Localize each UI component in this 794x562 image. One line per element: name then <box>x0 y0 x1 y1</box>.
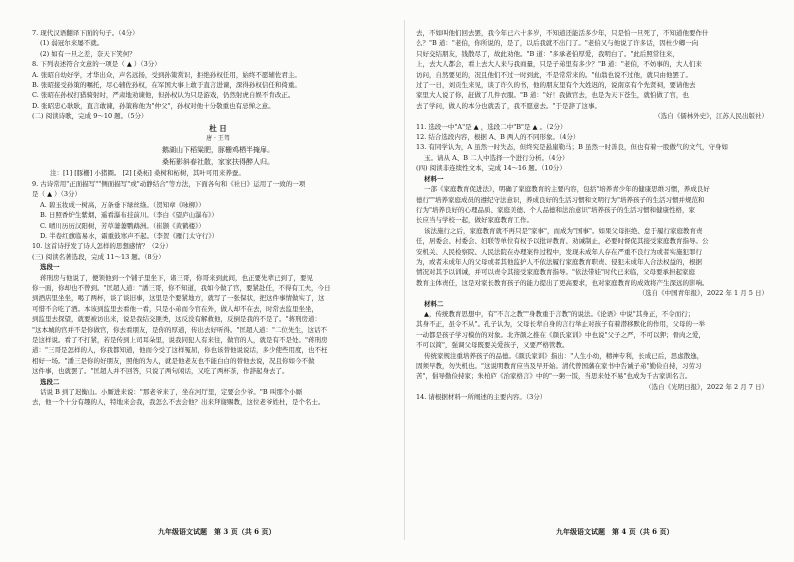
text-line: 相好一场。"潘三是你的好朋友，照他的为人，就是他老友也不能白白的替他去说，况且你如今不做 <box>32 356 315 365</box>
poem-title: 杜 日 <box>209 123 227 133</box>
text-line: (1) 弱冠尔来屡不就。 <box>40 39 104 48</box>
poem-line-1: 鹅湖山下稻粱肥，豚栅鸡栖半掩扉。 <box>162 146 274 155</box>
poem-block <box>32 124 404 179</box>
text-line: 你一面，你却也不曾到。"匡超人道："潘三哥，你不知道，我如今做了官，要紧赴任，不得有工夫，今日 <box>32 283 331 292</box>
text-line: 材料一 <box>424 174 444 183</box>
text-line: D. 半卷红旗临易水，霜重鼓寒声不起。（李贺《雁门太守行》） <box>40 231 219 240</box>
text-line: 该法施行之后，家庭教育就不再只是"家事"，而成为"国事"。如果父母拒绝、怠于履行家庭教育责 <box>424 226 703 235</box>
text-line: 9. 古诗常用"正面描写""侧面描写"或"动静结合"等方法，下面各句和《社日》运用了一致的一项 <box>32 179 306 188</box>
poem-note: 注：[1] [豚栅] 小猪圈。 [2] [桑柘] 桑树和柘树，其叶可用来养蚕。 <box>50 169 245 178</box>
text-line: 材料二 <box>424 299 444 308</box>
text-line: 一动都是孩子学习模仿的对象。北齐颜之推在《颜氏家训》中也说"父子之严，不可以狎；骨肉之爱， <box>416 330 705 339</box>
text-line: 访问，自然要见的，况且他们不过一时到此，不是常常来的。"仙翁也说不过他，就只由他罢了。 <box>416 70 692 79</box>
text-line: 过了一日，刘贡生来见，谈了许久的书，他的朋友里有个大姓迟的，说南京有个先贤祠，要请他去 <box>416 81 696 90</box>
text-line: 是（ ▲ ）（3分） <box>32 190 82 199</box>
text-line: 13. 有同学认为，A 虽然一时失态，但终究是悬崖勒马；B 虽然一时善良，但也有着一股傲气的文气，守身如 <box>416 143 729 152</box>
text-line: 12. 结合选段内容，根据 A、B 两人的不同形象。（4分） <box>416 133 580 142</box>
text-line: 长应当与学校一起，做好家庭教育工作。 <box>416 216 533 225</box>
left-questions-2 <box>32 179 404 408</box>
text-line: 德行""培养家庭成员的遵纪守法意识，养成良好的生活习惯和文明行为"培养孩子的生活习惯并规范和 <box>416 195 705 204</box>
text-line: D. 张昭忠心耿耿，直言敢谏，孙策称他为"仲父"，孙权对他十分敬重也有忌惮之意。 <box>32 101 275 110</box>
text-line: "这本城的官并不是你做官，你去看朋友，是你的厚道，传出去好听得。"匡超人道："二位先生，这话不 <box>32 325 327 334</box>
text-line: （选自《儒林外史》，江苏人民出版社） <box>654 112 768 121</box>
text-line: 玉。请从 A、B 二人中选择一个进行分析。（4分） <box>424 153 569 162</box>
right-questions <box>416 28 768 403</box>
text-line: 一部《家庭教育促进法》，明确了家庭教育的主要内容，包括"培养青少年的健康思维习惯，养成良好 <box>424 185 710 194</box>
text-line: 10. 这首诗抒发了诗人怎样的思想感情？（2分） <box>32 242 173 251</box>
text-line: B. 日照香炉生紫烟，遥看瀑布挂前川。（李白《望庐山瀑布》） <box>40 211 218 220</box>
text-line: A. 张昭自幼好学，才华出众，声名远扬，受到孙策赏识，拒绝孙权任用，始终不愿辅佐君主。 <box>32 70 301 79</box>
text-line: 么？"B 道："老伯，你所说的，是了，以后我就不出门了。"老伯又与他说了许多话，因杜少卿一向 <box>416 39 699 48</box>
text-line: 其身不正，虽令不从"。孔子认为，父母长辈自身的言行举止对孩子有着潜移默化的作用，父母的一举 <box>416 320 705 329</box>
text-line: 传统家规注重培养孩子的品德。《颜氏家训》指出："人生小幼，精神专利，长成已后，思虑散逸， <box>424 351 704 360</box>
text-line: 8. 下列表述符合文意的一项是（ ▲ ）（3分） <box>32 60 161 69</box>
text-line: 任，居委会、村委会、妇联等单位有权予以批评教育、劝诫制止，必要时督促其接受家庭教育指导。公 <box>416 237 709 246</box>
text-line: C. 晴川历历汉阳树，芳草萋萋鹦鹉洲。（崔颢《黄鹤楼》） <box>40 221 205 230</box>
text-line: 道："三哥是怎样的人，你我都知道，他而今受了这样冤屈，你也该替他说说话，多少使些用度，也不枉 <box>32 346 328 355</box>
page-divider <box>404 20 405 540</box>
text-line: 去了学问，做人的本分也就丢了，我不愿意去。"于是辞了这事。 <box>416 101 601 110</box>
text-line: (二) 阅读诗歌，完成 9～10 题。（5分） <box>32 112 148 121</box>
text-line: （选自《中国青年报》，2022 年 1 月 5 日） <box>638 289 768 298</box>
text-line: 到监里去探望，就要被访出来，说是我结交匪类，这反没有解救他，反倒是我的不是了。"蒋刑房道： <box>32 315 321 324</box>
text-line: 去，他一个十分有趣的人，特地来会我，我怎么不去会他？出来拜谢赐教，这位老爷姓杜，是个名士。 <box>32 398 325 407</box>
poem-line-2: 桑柘影斜春社散，家家扶得醉人归。 <box>162 158 274 167</box>
text-line: 不可以简"，强调父母既要关爱孩子，又要严格管教。 <box>416 341 569 350</box>
text-line: 这件事，也就罢了。"匡超人并不回答，只说了两句闲话，又吃了两杯茶，作辞起身去了。 <box>32 367 289 376</box>
text-line: (2) 如有一旦之差，奈天下笑何？ <box>40 49 136 58</box>
text-line: B. 张昭接受孙策的嘱托，尽心辅佐孙权，在军国大事上敢于直言进谏，深得孙权信任和倚重。 <box>32 81 301 90</box>
poem-author: 唐 · 王驾 <box>206 135 230 143</box>
text-line: 蒋刑房与他说了，便领他到一个铺子里坐下，诸三哥，你哥来到此间，也正要先辈已到了，要见 <box>40 273 313 282</box>
text-line: ▲，传统教育思想中，有"不言之教""身教重于言教"的说法。《论语》中说"其身正，不令而行； <box>424 309 695 318</box>
page-footer-right: 九年级语文试题 第 4 页（共 6 页） <box>556 527 674 536</box>
text-line: 14. 请根据材料一所阐述的主要内容。（3分） <box>416 393 547 402</box>
page-footer-left: 九年级语文试题 第 3 页（共 6 页） <box>158 527 276 536</box>
left-page <box>32 28 404 408</box>
text-line: 苦"，倡导勤俭持家；朱柏庐《治家格言》中的"一粥一饭，当思来处不易"也成为千古家训名言。 <box>416 372 692 381</box>
text-line: 安机关、人民检察院、人民法院在办理案件过程中，发现未成年人存在严重不良行为或者实施犯罪行 <box>416 247 702 256</box>
left-questions <box>32 28 404 122</box>
text-line: 去，不如叫他们回去罢，我今年已六十多岁，不知道还能活多少年，只是怕一旦死了，不知道他要作什 <box>416 29 709 37</box>
text-line: 上，去大人都会，看上去大人来与我商量，只是子弟里有多少？"B 道："老伯，不妨事的，大人们来 <box>416 60 702 69</box>
text-line: 话说 B 到了迟衡山。小厮进来说："那老爷来了，坐在河厅里，定要会少爷。"B 叫那个小厮 <box>40 388 303 396</box>
text-line: 固须早教，勿失机也。"这说明教育应当及早开始。清代曾国藩在家书中告诫子弟"勤俭自持，习劳习 <box>416 362 702 370</box>
text-line: 情况对其予以训诫，并可以责令其接受家庭教育指导。"依法带娃"时代已来临，父母要承担起家庭 <box>416 268 695 277</box>
text-line: 是这样说。看了不打紧，若是传到上司耳朵里，说我同犯人有来往，做官的人，就是有不是处。"蒋刑房 <box>32 335 328 344</box>
text-line: C. 张昭在孙权打猎骑射时，严肃地劝谏他，但孙权认为只是游戏，仍然射虎自娱不肯改正。 <box>32 91 295 100</box>
right-page <box>416 28 768 403</box>
text-line: 行为"培养良好的心理品质、家庭美德、个人品德和法治意识"培养孩子的生活习惯和健康性格，家 <box>416 205 695 214</box>
text-line: 为，或者未成年人的父母或者其他监护人不依法履行家庭教育职责、侵犯未成年人合法权益的，根据 <box>416 257 702 266</box>
text-line: 只好交结朋友，钱散尽了，故此劝他。"B 道："多承老伯厚爱，我明白了。"此后照常往来， <box>416 49 679 58</box>
text-line: A. 碧玉妆成一树高，万条垂下绿丝绦。（贺知章《咏柳》） <box>40 200 205 209</box>
text-line: 选段一 <box>40 263 60 272</box>
text-line: 教育主体责任，这是对家长教育孩子的能力提出了更高要求，也对家庭教育的成效将产生深远的影响。 <box>416 278 709 287</box>
text-line: 家里大人说了你，赶做了几件衣服。"B 道："好！我做官去，也是为天下苍生，就怕做了官，也 <box>416 91 689 100</box>
text-line: (四) 阅读非连续性文本，完成 14～16 题。（10分） <box>416 164 566 173</box>
text-line: 选段二 <box>40 377 60 386</box>
text-line: 11. 选段一中"A"是 ▲ ，选段二中"B"是 ▲ 。（2分） <box>416 122 567 131</box>
text-line: 到酒店里坐坐，喝了两杯，谈了谈旧事，这里是个要紧地方，就写了一张保状，把这件事情做实了，这 <box>32 294 325 303</box>
text-line: （选自《光明日报》，2022 年 2 月 7 日） <box>645 382 768 391</box>
text-line: (三) 阅读名著选段，完成 11～13 题。（8分） <box>32 252 165 261</box>
text-line: 7. 现代汉语翻译下面的句子。（4分） <box>32 29 139 37</box>
text-line: 可惜不合吃了酒。本该到监里去看他一看，只是小弟而今官在外，做人却不在去，时常去监里坐坐， <box>32 304 318 313</box>
